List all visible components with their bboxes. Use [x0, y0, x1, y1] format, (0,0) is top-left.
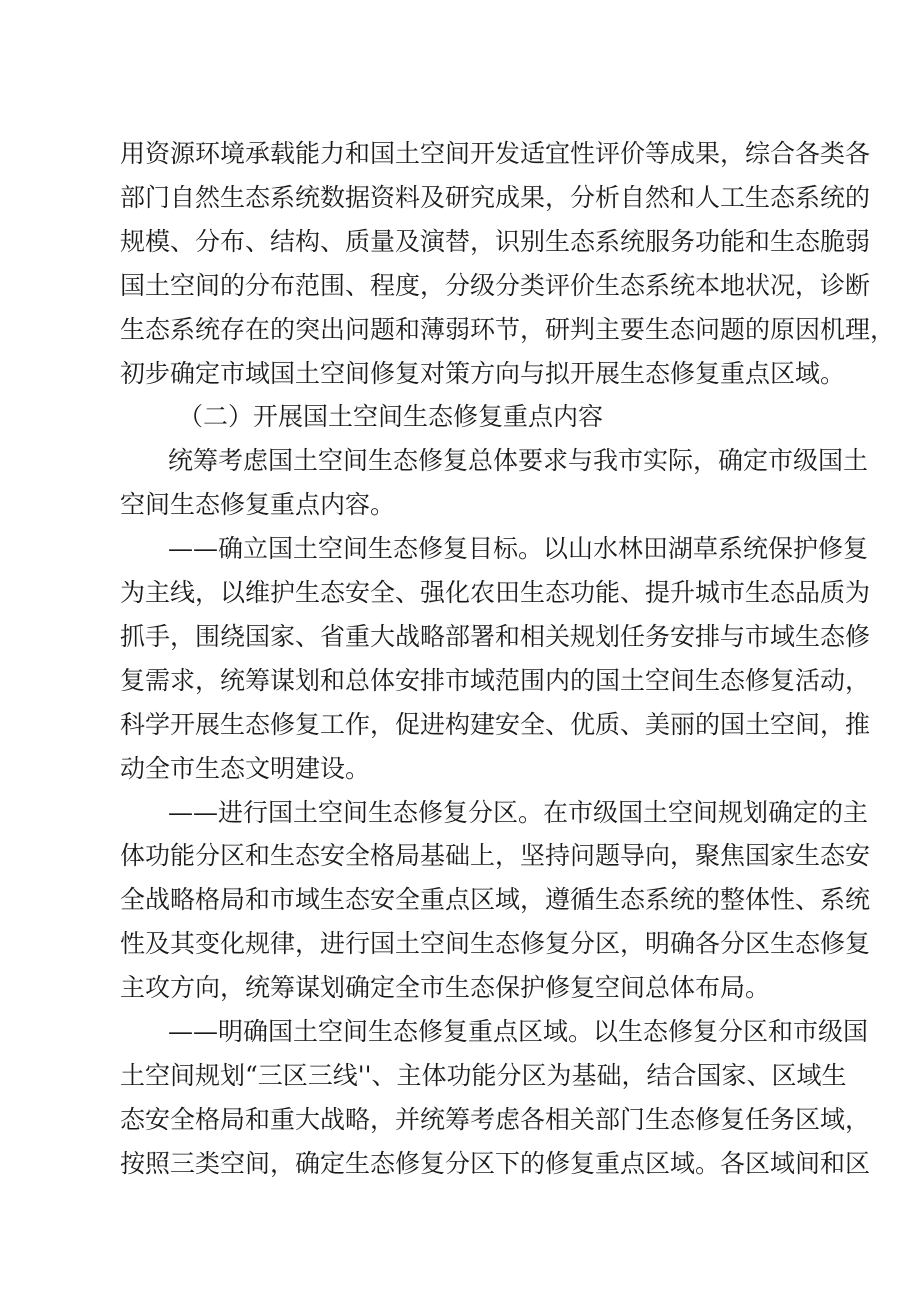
body-line: 动全市生态文明建设。 [120, 754, 371, 783]
body-line: 体功能分区和生态安全格局基础上，坚持问题导向，聚焦国家生态安 [120, 841, 871, 870]
paragraph-first-line: ——确立国土空间生态修复目标。以山水林田湖草系统保护修复 [168, 534, 869, 563]
paragraph-first-line: 统筹考虑国土空间生态修复总体要求与我市实际，确定市级国土 [168, 446, 869, 475]
section-heading: （二）开展国土空间生态修复重点内容 [178, 402, 604, 431]
body-line: 为主线，以维护生态安全、强化农田生态功能、提升城市生态品质为 [120, 578, 871, 607]
body-line: 科学开展生态修复工作，促进构建安全、优质、美丽的国土空间，推 [120, 710, 871, 739]
body-line: 全战略格局和市域生态安全重点区域，遵循生态系统的整体性、系统 [120, 885, 871, 914]
paragraph-first-line: ——明确国土空间生态修复重点区域。以生态修复分区和市级国 [168, 1017, 869, 1046]
body-line: 空间生态修复重点内容。 [120, 490, 396, 519]
body-line: 态安全格局和重大战略，并统筹考虑各相关部门生态修复任务区域， [120, 1105, 871, 1134]
body-line: 主攻方向，统筹谋划确定全市生态保护修复空间总体布局。 [120, 973, 771, 1002]
body-line: 用资源环境承载能力和国土空间开发适宜性评价等成果，综合各类各 [120, 139, 871, 168]
paragraph-first-line: ——进行国土空间生态修复分区。在市级国土空间规划确定的主 [168, 798, 869, 827]
body-line: 部门自然生态系统数据资料及研究成果，分析自然和人工生态系统的 [120, 183, 871, 212]
body-line: 规模、分布、结构、质量及演替，识别生态系统服务功能和生态脆弱 [120, 227, 871, 256]
body-line: 生态系统存在的突出问题和薄弱环节，研判主要生态问题的原因机理， [120, 315, 896, 344]
body-line: 国土空间的分布范围、程度，分级分类评价生态系统本地状况，诊断 [120, 271, 871, 300]
body-line: 抓手，围绕国家、省重大战略部署和相关规划任务安排与市域生态修 [120, 622, 871, 651]
body-line: 复需求，统筹谋划和总体安排市域范围内的国土空间生态修复活动， [120, 666, 871, 695]
body-line: 土空间规划“三区三线''、主体功能分区为基础，结合国家、区域生 [120, 1061, 847, 1090]
body-line: 性及其变化规律，进行国土空间生态修复分区，明确各分区生态修复 [120, 929, 871, 958]
body-line: 按照三类空间，确定生态修复分区下的修复重点区域。各区域间和区 [120, 1149, 871, 1178]
body-line: 初步确定市域国土空间修复对策方向与拟开展生态修复重点区域。 [120, 359, 846, 388]
